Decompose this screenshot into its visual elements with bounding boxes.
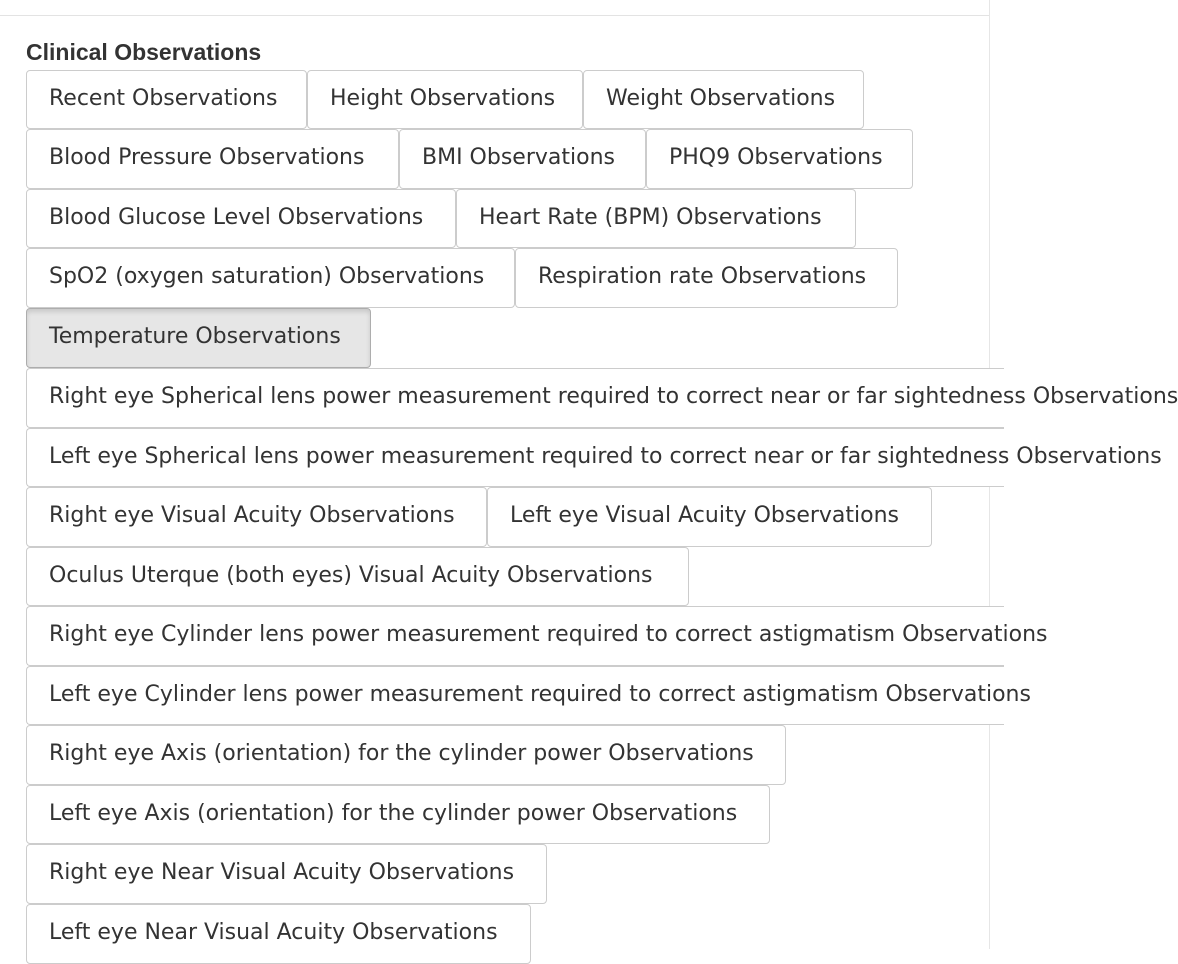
right-eye-axis-observations-button[interactable]: Right eye Axis (orientation) for the cylinder power Observations	[26, 725, 786, 785]
left-eye-near-visual-acuity-button[interactable]: Left eye Near Visual Acuity Observations	[26, 904, 531, 964]
right-eye-cylinder-observations-button[interactable]: Right eye Cylinder lens power measurement required to correct astigmatism Observations	[26, 606, 1004, 666]
left-eye-visual-acuity-button[interactable]: Left eye Visual Acuity Observations	[487, 487, 932, 547]
left-eye-spherical-observations-button[interactable]: Left eye Spherical lens power measurement required to correct near or far sightedness Observations	[26, 428, 1004, 487]
recent-observations-button[interactable]: Recent Observations	[26, 70, 307, 129]
left-eye-cylinder-observations-button[interactable]: Left eye Cylinder lens power measurement required to correct astigmatism Observations	[26, 666, 1004, 725]
blood-pressure-observations-button[interactable]: Blood Pressure Observations	[26, 129, 399, 189]
height-observations-button[interactable]: Height Observations	[307, 70, 583, 129]
respiration-rate-observations-button[interactable]: Respiration rate Observations	[515, 248, 898, 308]
phq9-observations-button[interactable]: PHQ9 Observations	[646, 129, 913, 189]
spo2-observations-button[interactable]: SpO2 (oxygen saturation) Observations	[26, 248, 515, 308]
top-divider	[0, 15, 990, 16]
blood-glucose-observations-button[interactable]: Blood Glucose Level Observations	[26, 189, 456, 248]
section-title: Clinical Observations	[26, 39, 262, 65]
both-eyes-visual-acuity-button[interactable]: Oculus Uterque (both eyes) Visual Acuity Observations	[26, 547, 689, 606]
heart-rate-observations-button[interactable]: Heart Rate (BPM) Observations	[456, 189, 856, 248]
left-eye-axis-observations-button[interactable]: Left eye Axis (orientation) for the cylinder power Observations	[26, 785, 770, 844]
bmi-observations-button[interactable]: BMI Observations	[399, 129, 646, 189]
right-eye-near-visual-acuity-button[interactable]: Right eye Near Visual Acuity Observations	[26, 844, 547, 904]
right-eye-spherical-observations-button[interactable]: Right eye Spherical lens power measurement required to correct near or far sightedness Observations	[26, 368, 1004, 428]
right-eye-visual-acuity-button[interactable]: Right eye Visual Acuity Observations	[26, 487, 487, 547]
weight-observations-button[interactable]: Weight Observations	[583, 70, 864, 129]
temperature-observations-button[interactable]: Temperature Observations	[26, 308, 371, 368]
